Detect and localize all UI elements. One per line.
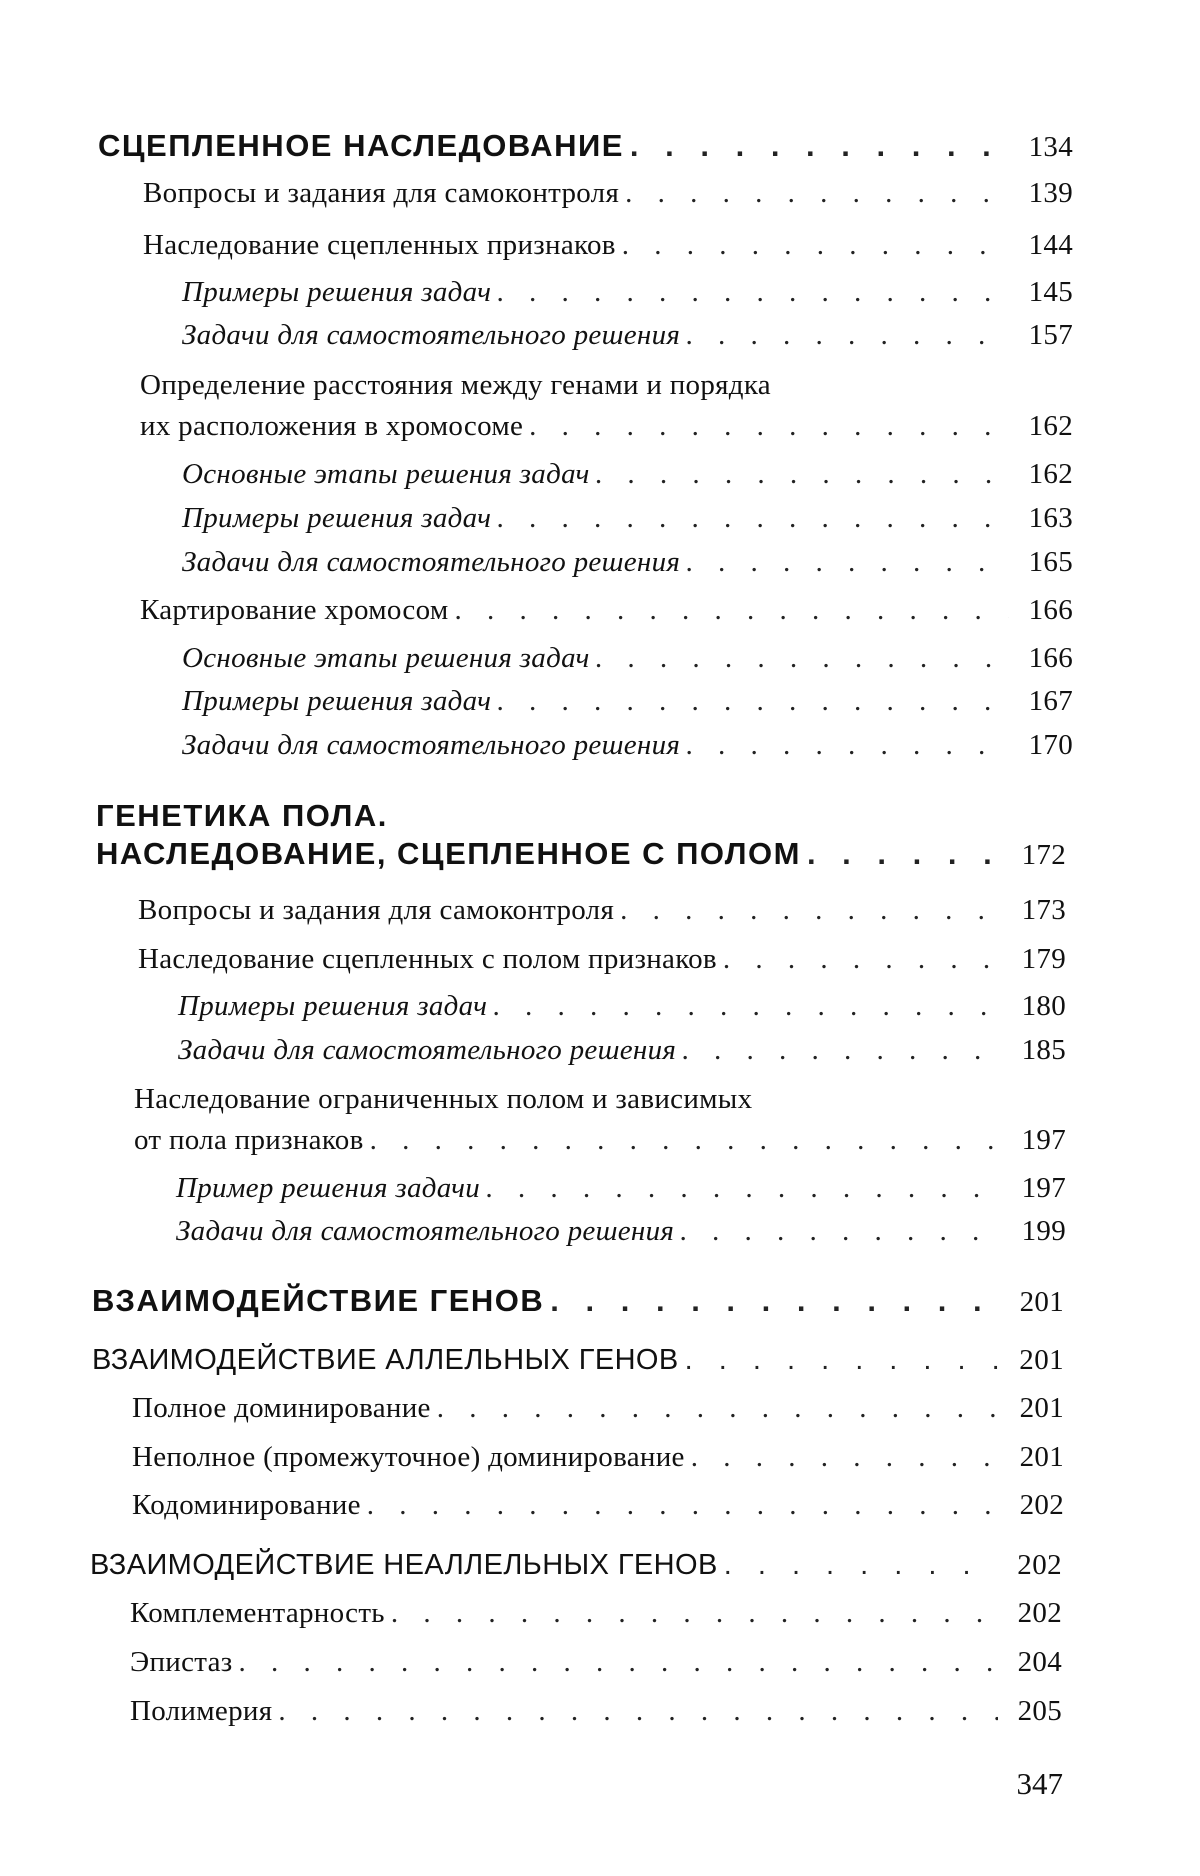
toc-subentry — [182, 319, 1073, 352]
toc-page-number: 170 — [1028, 729, 1073, 761]
toc-subentry — [176, 1172, 1066, 1205]
toc-chapter-gene-interaction — [92, 1283, 1064, 1319]
toc-page-number: 172 — [1021, 839, 1066, 871]
toc-page-number: 197 — [1021, 1172, 1066, 1204]
dot-leader — [493, 990, 1002, 1023]
toc-entry-title: Основные этапы решения задач — [182, 458, 590, 490]
toc-subentry — [182, 276, 1073, 309]
toc-entry-title: НАСЛЕДОВАНИЕ, СЦЕПЛЕННОЕ С ПОЛОМ — [96, 836, 801, 871]
toc-page-number: 145 — [1028, 276, 1073, 308]
toc-entry — [140, 410, 1073, 443]
toc-entry-title: Основные этапы решения задач — [182, 642, 590, 674]
dot-leader — [686, 729, 1009, 762]
toc-entry — [132, 1489, 1064, 1522]
toc-page-number: 166 — [1028, 642, 1073, 674]
toc-subentry — [182, 458, 1073, 491]
dot-leader — [723, 943, 1002, 976]
toc-entry-title: Полное доминирование — [132, 1392, 431, 1424]
dot-leader — [454, 594, 1009, 627]
toc-chapter-sex-genetics — [96, 836, 1066, 872]
dot-leader — [391, 1597, 998, 1630]
toc-entry — [132, 1441, 1064, 1474]
toc-page-number: 180 — [1021, 990, 1066, 1022]
toc-entry-title: Комплементарность — [130, 1597, 385, 1629]
toc-entry-title: от пола признаков — [134, 1124, 364, 1156]
toc-page-number: 204 — [1017, 1646, 1062, 1678]
toc-page-number: 201 — [1019, 1392, 1064, 1424]
dot-leader — [686, 319, 1009, 352]
toc-subentry — [182, 729, 1073, 762]
toc-entry-title: ВЗАИМОДЕЙСТВИЕ НЕАЛЛЕЛЬНЫХ ГЕНОВ — [90, 1549, 718, 1581]
dot-leader — [239, 1646, 998, 1679]
toc-entry-title: Примеры решения задач — [178, 990, 488, 1022]
dot-leader — [685, 1344, 1000, 1377]
toc-entry — [140, 594, 1073, 627]
toc-entry-title: ВЗАИМОДЕЙСТВИЕ АЛЛЕЛЬНЫХ ГЕНОВ — [92, 1344, 679, 1376]
toc-entry — [143, 229, 1073, 262]
dot-leader — [724, 1549, 998, 1582]
toc-entry — [138, 943, 1066, 976]
dot-leader — [686, 546, 1009, 579]
toc-entry-title: Полимерия — [130, 1695, 273, 1727]
toc-subentry — [182, 642, 1073, 675]
toc-entry-title: Задачи для самостоятельного решения — [182, 319, 681, 351]
toc-entry-title: ВЗАИМОДЕЙСТВИЕ ГЕНОВ — [92, 1283, 545, 1318]
toc-entry-title: Наследование сцепленных с полом признаков — [138, 943, 717, 975]
toc-page-number: 144 — [1028, 229, 1073, 261]
toc-entry-title: Примеры решения задач — [182, 685, 492, 717]
toc-page-number: 179 — [1021, 943, 1066, 975]
toc-subentry — [176, 1215, 1066, 1248]
dot-leader — [596, 458, 1009, 491]
dot-leader — [682, 1034, 1002, 1067]
toc-page-number: 163 — [1028, 502, 1073, 534]
page-number: 347 — [1016, 1766, 1063, 1801]
toc-entry — [143, 177, 1073, 210]
toc-entry-title: Примеры решения задач — [182, 276, 492, 308]
toc-entry-title: Задачи для самостоятельного решения — [182, 546, 681, 578]
toc-entry — [130, 1597, 1062, 1630]
toc-page-number: 134 — [1028, 131, 1073, 163]
toc-page-number: 197 — [1021, 1124, 1066, 1156]
dot-leader — [497, 502, 1009, 535]
toc-entry — [132, 1392, 1064, 1425]
dot-leader — [367, 1489, 1000, 1522]
toc-page-number: 162 — [1028, 458, 1073, 490]
toc-chapter-first-line: ГЕНЕТИКА ПОЛА. — [96, 798, 388, 833]
toc-page-number: 162 — [1028, 410, 1073, 442]
toc-page-number: 202 — [1017, 1597, 1062, 1629]
toc-entry-title: Эпистаз — [130, 1646, 233, 1678]
dot-leader — [437, 1392, 1000, 1425]
toc-entry-title: Наследование сцепленных признаков — [143, 229, 616, 261]
toc-entry-first-line: Наследование ограниченных полом и зависимых — [134, 1083, 753, 1115]
toc-page-number: 139 — [1028, 177, 1073, 209]
toc-entry-first-line: Определение расстояния между генами и порядка — [140, 369, 771, 401]
dot-leader — [691, 1441, 1000, 1474]
toc-page-number: 202 — [1019, 1489, 1064, 1521]
toc-entry — [134, 1124, 1066, 1157]
dot-leader — [680, 1215, 1002, 1248]
toc-section-allelic — [92, 1344, 1064, 1377]
toc-entry-title: Кодоминирование — [132, 1489, 361, 1521]
dot-leader — [497, 685, 1009, 718]
toc-subentry — [178, 1034, 1066, 1067]
toc-entry-title: Задачи для самостоятельного решения — [176, 1215, 675, 1247]
dot-leader — [529, 410, 1009, 443]
dot-leader — [625, 177, 1009, 210]
toc-entry-title: их расположения в хромосоме — [140, 410, 524, 442]
toc-entry-title: СЦЕПЛЕННОЕ НАСЛЕДОВАНИЕ — [98, 128, 624, 163]
dot-leader — [630, 128, 1009, 164]
toc-entry-title: Задачи для самостоятельного решения — [182, 729, 681, 761]
toc-subentry — [182, 502, 1073, 535]
toc-entry — [130, 1646, 1062, 1679]
toc-section-non-allelic — [90, 1549, 1062, 1582]
dot-leader — [486, 1172, 1002, 1205]
toc-page-number: 202 — [1017, 1549, 1062, 1581]
toc-subentry — [178, 990, 1066, 1023]
toc-page-number: 201 — [1019, 1286, 1064, 1318]
dot-leader — [550, 1283, 1000, 1319]
toc-page-number: 205 — [1017, 1695, 1062, 1727]
toc-entry-title: Вопросы и задания для самоконтроля — [138, 894, 615, 926]
toc-entry-title: Пример решения задачи — [176, 1172, 481, 1204]
toc-page-number: 173 — [1021, 894, 1066, 926]
toc-entry-title: Неполное (промежуточное) доминирование — [132, 1441, 685, 1473]
toc-entry-title: Картирование хромосом — [140, 594, 449, 626]
toc-subentry — [182, 685, 1073, 718]
dot-leader — [596, 642, 1009, 675]
dot-leader — [807, 836, 1002, 872]
toc-page-number: 201 — [1019, 1344, 1064, 1376]
toc-page-number: 157 — [1028, 319, 1073, 351]
dot-leader — [370, 1124, 1002, 1157]
toc-page-number: 165 — [1028, 546, 1073, 578]
toc-entry — [138, 894, 1066, 927]
dot-leader — [278, 1695, 998, 1728]
dot-leader — [497, 276, 1009, 309]
toc-subentry — [182, 546, 1073, 579]
toc-entry-title: Примеры решения задач — [182, 502, 492, 534]
toc-page-number: 185 — [1021, 1034, 1066, 1066]
dot-leader — [622, 229, 1009, 262]
toc-entry — [130, 1695, 1062, 1728]
toc-page-number: 201 — [1019, 1441, 1064, 1473]
dot-leader — [620, 894, 1002, 927]
toc-page-number: 167 — [1028, 685, 1073, 717]
toc-page-number: 166 — [1028, 594, 1073, 626]
toc-chapter-linked-inheritance — [98, 128, 1073, 164]
toc-page-number: 199 — [1021, 1215, 1066, 1247]
toc-entry-title: Задачи для самостоятельного решения — [178, 1034, 677, 1066]
toc-entry-title: Вопросы и задания для самоконтроля — [143, 177, 620, 209]
